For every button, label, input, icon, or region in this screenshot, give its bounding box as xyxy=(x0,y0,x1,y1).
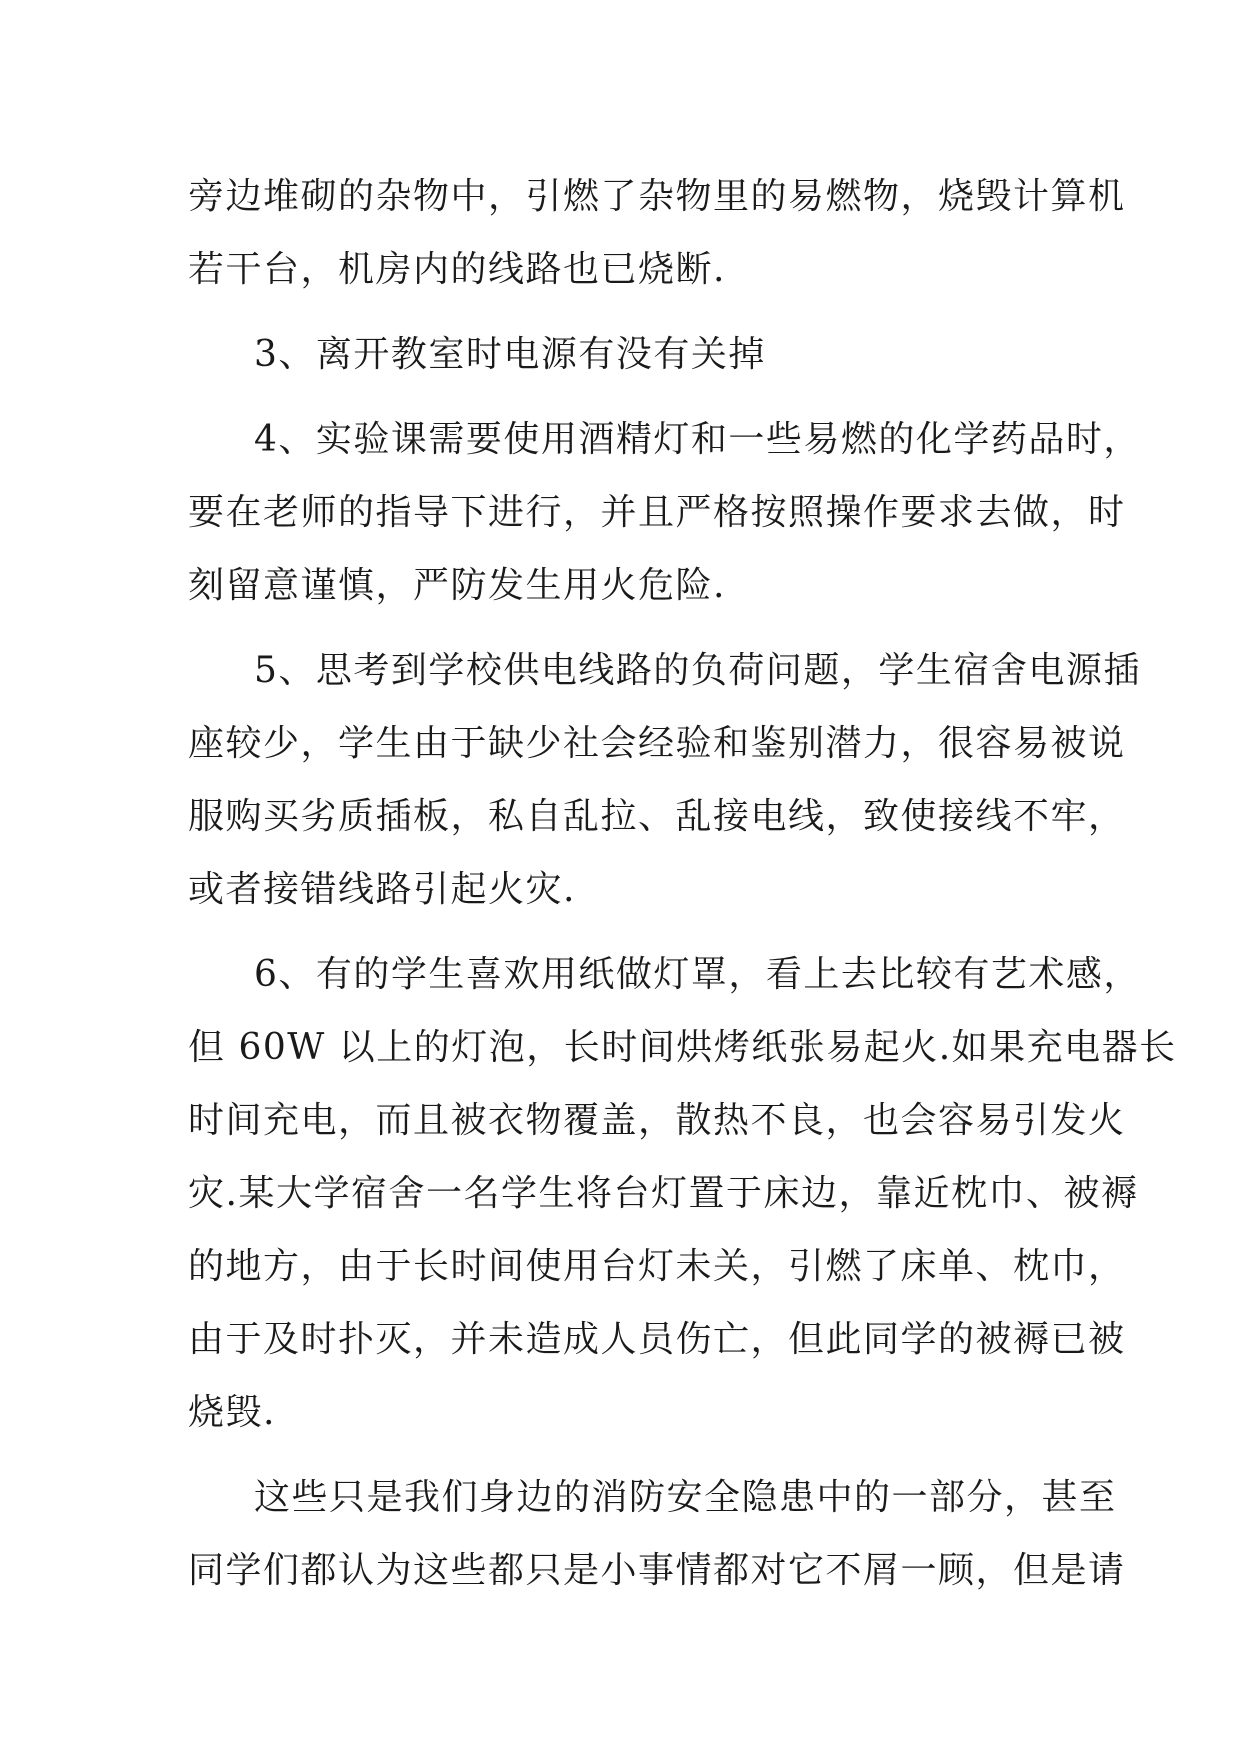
document-page xyxy=(188,160,1177,1607)
text-line: 但 60W 以上的灯泡，长时间烘烤纸张易起火.如果充电器长 xyxy=(188,1027,1177,1068)
paragraph-item-6 xyxy=(188,938,1177,1449)
text-line: 5、思考到学校供电线路的负荷问题，学生宿舍电源插 xyxy=(254,650,1141,691)
text-line: 服购买劣质插板，私自乱拉、乱接电线，致使接线不牢， xyxy=(188,796,1126,837)
paragraph-item-3 xyxy=(188,318,1052,391)
text-line: 或者接错线路引起火灾. xyxy=(188,869,576,910)
text-line: 旁边堆砌的杂物中，引燃了杂物里的易燃物，烧毁计算机 xyxy=(188,176,1126,217)
text-line: 同学们都认为这些都只是小事情都对它不屑一顾，但是请 xyxy=(188,1550,1126,1591)
text-line: 6、有的学生喜欢用纸做灯罩，看上去比较有艺术感， xyxy=(254,954,1141,995)
paragraph-item-4 xyxy=(188,403,1141,622)
text-line: 座较少，学生由于缺少社会经验和鉴别潜力，很容易被说 xyxy=(188,723,1126,764)
text-line: 若干台，机房内的线路也已烧断. xyxy=(188,249,726,290)
text-line: 刻留意谨慎，严防发生用火危险. xyxy=(188,565,726,606)
paragraph-summary xyxy=(188,1461,1126,1607)
text-line: 的地方，由于长时间使用台灯未关，引燃了床单、枕巾， xyxy=(188,1246,1126,1287)
text-line: 时间充电，而且被衣物覆盖，散热不良，也会容易引发火 xyxy=(188,1100,1126,1141)
text-line: 要在老师的指导下进行，并且严格按照操作要求去做，时 xyxy=(188,492,1126,533)
text-line: 由于及时扑灭，并未造成人员伤亡，但此同学的被褥已被 xyxy=(188,1319,1126,1360)
text-line: 灾.某大学宿舍一名学生将台灯置于床边，靠近枕巾、被褥 xyxy=(188,1173,1139,1214)
text-line: 这些只是我们身边的消防安全隐患中的一部分，甚至 xyxy=(254,1477,1117,1518)
text-line: 3、离开教室时电源有没有关掉 xyxy=(254,334,766,375)
paragraph-continuation xyxy=(188,160,1126,306)
text-line: 烧毁. xyxy=(188,1392,276,1433)
text-line: 4、实验课需要使用酒精灯和一些易燃的化学药品时， xyxy=(254,419,1141,460)
paragraph-item-5 xyxy=(188,634,1141,926)
